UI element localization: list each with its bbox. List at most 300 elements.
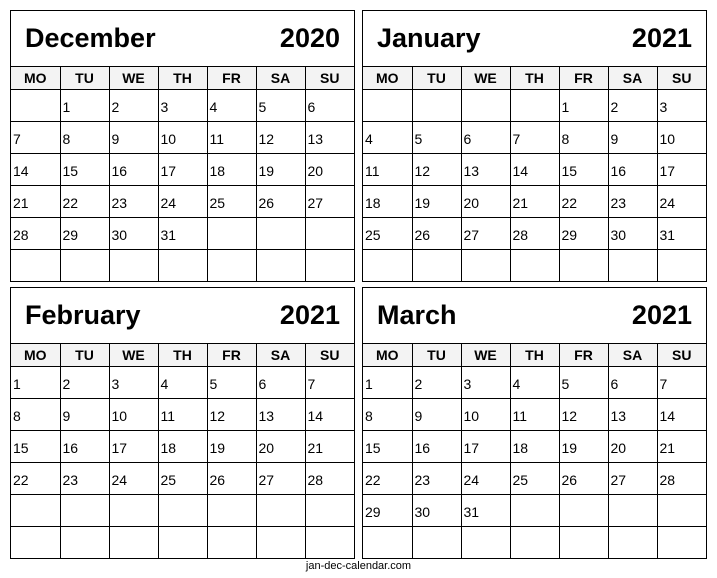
- day-cell: [305, 463, 354, 495]
- day-cell: [11, 186, 60, 218]
- day-cell: [109, 399, 158, 431]
- day-number: 4: [365, 130, 373, 147]
- day-number: 27: [307, 194, 324, 211]
- day-number: 29: [365, 503, 381, 520]
- day-cell: [109, 431, 158, 463]
- day-number: 23: [62, 471, 79, 488]
- day-number: [257, 233, 305, 235]
- day-cell: [363, 463, 412, 495]
- day-number: 3: [463, 375, 472, 392]
- day-cell: [60, 186, 109, 218]
- day-number: 6: [610, 375, 619, 392]
- day-number: 26: [209, 471, 226, 488]
- weekday-label: TU: [412, 67, 461, 90]
- month-february-2021: [10, 287, 355, 559]
- day-cell: [207, 527, 256, 559]
- month-header: [11, 11, 354, 67]
- day-number: 12: [209, 407, 226, 424]
- day-cell: [256, 218, 305, 250]
- day-number: 30: [610, 226, 627, 243]
- month-name: February: [25, 300, 141, 330]
- day-cell: [461, 527, 510, 559]
- day-number: 19: [209, 439, 226, 456]
- day-cell: [158, 367, 207, 399]
- day-cell: [11, 495, 60, 527]
- day-number: 17: [111, 439, 128, 456]
- day-number: 5: [209, 375, 218, 392]
- day-number: [159, 510, 207, 512]
- day-number: 1: [561, 98, 570, 115]
- day-cell: [559, 431, 608, 463]
- weekday-label: TU: [60, 67, 109, 90]
- day-number: 7: [13, 130, 21, 147]
- month-header: [363, 288, 706, 344]
- day-cell: [363, 399, 412, 431]
- day-number: [257, 542, 305, 544]
- calendar-grid: [363, 344, 706, 558]
- day-number: [306, 542, 355, 544]
- day-cell: [510, 218, 559, 250]
- day-number: [363, 105, 412, 107]
- calendar-grid: [363, 67, 706, 281]
- day-number: 23: [111, 194, 128, 211]
- day-number: [609, 265, 657, 267]
- day-number: 19: [258, 162, 275, 179]
- day-number: 15: [13, 439, 29, 456]
- day-number: 11: [512, 407, 528, 424]
- day-cell: [207, 218, 256, 250]
- day-cell: [11, 367, 60, 399]
- day-cell: [305, 90, 354, 122]
- day-cell: [461, 218, 510, 250]
- week-row: [11, 218, 354, 250]
- day-cell: [158, 431, 207, 463]
- day-number: 27: [463, 226, 480, 243]
- day-number: [110, 510, 158, 512]
- day-cell: [207, 186, 256, 218]
- day-number: [11, 105, 60, 107]
- day-cell: [657, 90, 706, 122]
- day-cell: [608, 463, 657, 495]
- day-cell: [657, 495, 706, 527]
- day-cell: [207, 122, 256, 154]
- day-cell: [559, 367, 608, 399]
- month-december-2020: [10, 10, 355, 282]
- weekday-label: SU: [657, 67, 706, 90]
- day-number: 22: [561, 194, 578, 211]
- day-number: 17: [659, 162, 676, 179]
- day-cell: [256, 463, 305, 495]
- day-cell: [109, 90, 158, 122]
- day-cell: [305, 154, 354, 186]
- day-number: [306, 233, 355, 235]
- day-cell: [412, 367, 461, 399]
- day-cell: [461, 154, 510, 186]
- day-cell: [510, 367, 559, 399]
- day-number: 24: [160, 194, 177, 211]
- day-number: 1: [62, 98, 71, 115]
- day-number: 25: [160, 471, 177, 488]
- day-number: [110, 265, 158, 267]
- day-number: [413, 265, 461, 267]
- day-number: 22: [62, 194, 79, 211]
- day-number: 18: [365, 194, 381, 211]
- day-number: 5: [258, 98, 267, 115]
- day-cell: [109, 527, 158, 559]
- weekday-label: FR: [207, 344, 256, 367]
- day-number: [462, 265, 510, 267]
- day-number: [61, 265, 109, 267]
- day-cell: [461, 186, 510, 218]
- day-cell: [256, 431, 305, 463]
- day-cell: [412, 122, 461, 154]
- day-number: 18: [209, 162, 226, 179]
- week-row: [363, 186, 706, 218]
- day-cell: [559, 527, 608, 559]
- day-number: 30: [414, 503, 431, 520]
- day-cell: [158, 154, 207, 186]
- day-number: [208, 265, 256, 267]
- week-row: [11, 527, 354, 559]
- day-number: 26: [258, 194, 275, 211]
- day-number: 29: [62, 226, 79, 243]
- day-cell: [256, 367, 305, 399]
- weekday-label: MO: [11, 67, 60, 90]
- day-cell: [657, 367, 706, 399]
- day-number: [363, 265, 412, 267]
- day-cell: [510, 495, 559, 527]
- day-number: [413, 542, 461, 544]
- day-cell: [207, 495, 256, 527]
- weekday-label: MO: [363, 344, 412, 367]
- day-number: 16: [62, 439, 79, 456]
- day-cell: [11, 250, 60, 282]
- calendar-grid: [11, 344, 354, 558]
- weekday-label: WE: [109, 67, 158, 90]
- day-cell: [363, 431, 412, 463]
- day-number: 25: [209, 194, 226, 211]
- week-row: [363, 431, 706, 463]
- day-number: 7: [512, 130, 521, 147]
- week-row: [363, 527, 706, 559]
- day-cell: [608, 527, 657, 559]
- day-number: 10: [659, 130, 676, 147]
- day-cell: [305, 431, 354, 463]
- day-number: 2: [111, 98, 120, 115]
- day-number: 29: [561, 226, 578, 243]
- day-cell: [461, 495, 510, 527]
- day-cell: [109, 495, 158, 527]
- month-year: 2021: [279, 300, 340, 330]
- day-cell: [109, 367, 158, 399]
- day-cell: [60, 250, 109, 282]
- day-number: 23: [414, 471, 431, 488]
- day-cell: [461, 250, 510, 282]
- day-cell: [657, 250, 706, 282]
- month-year: 2021: [631, 23, 692, 53]
- week-row: [11, 367, 354, 399]
- week-row: [363, 250, 706, 282]
- day-number: 22: [13, 471, 29, 488]
- month-year: 2020: [279, 23, 340, 53]
- day-number: [208, 233, 256, 235]
- week-row: [11, 154, 354, 186]
- day-cell: [363, 186, 412, 218]
- weekday-label: TH: [510, 67, 559, 90]
- day-number: 3: [160, 98, 169, 115]
- day-cell: [608, 399, 657, 431]
- day-cell: [256, 154, 305, 186]
- day-number: 21: [512, 194, 529, 211]
- day-number: [658, 265, 707, 267]
- day-cell: [657, 431, 706, 463]
- day-number: 4: [209, 98, 218, 115]
- day-cell: [559, 154, 608, 186]
- day-cell: [412, 527, 461, 559]
- weekday-label: SA: [256, 67, 305, 90]
- day-number: 19: [414, 194, 431, 211]
- weekday-label: MO: [11, 344, 60, 367]
- day-cell: [363, 250, 412, 282]
- day-number: 20: [258, 439, 275, 456]
- day-cell: [412, 186, 461, 218]
- day-number: 4: [160, 375, 169, 392]
- day-number: 24: [111, 471, 128, 488]
- day-number: 13: [258, 407, 275, 424]
- day-cell: [60, 90, 109, 122]
- day-number: [61, 510, 109, 512]
- day-number: 11: [365, 162, 380, 179]
- day-cell: [207, 399, 256, 431]
- day-number: [462, 105, 510, 107]
- day-number: [306, 510, 355, 512]
- day-cell: [559, 495, 608, 527]
- day-cell: [657, 399, 706, 431]
- day-number: 12: [561, 407, 578, 424]
- day-cell: [60, 218, 109, 250]
- day-number: 5: [561, 375, 570, 392]
- day-number: [560, 510, 608, 512]
- weekday-label: WE: [109, 344, 158, 367]
- day-cell: [158, 122, 207, 154]
- weekday-header-row: [363, 67, 706, 90]
- day-cell: [60, 463, 109, 495]
- day-number: 31: [160, 226, 177, 243]
- day-number: 9: [414, 407, 423, 424]
- day-cell: [412, 495, 461, 527]
- day-cell: [657, 186, 706, 218]
- weekday-label: SU: [305, 67, 354, 90]
- day-cell: [412, 399, 461, 431]
- day-number: 3: [659, 98, 668, 115]
- day-cell: [510, 250, 559, 282]
- day-cell: [158, 495, 207, 527]
- day-number: [11, 510, 60, 512]
- day-number: 19: [561, 439, 578, 456]
- day-cell: [363, 218, 412, 250]
- day-cell: [608, 154, 657, 186]
- day-cell: [11, 431, 60, 463]
- day-number: 12: [258, 130, 275, 147]
- weekday-header-row: [11, 67, 354, 90]
- day-cell: [608, 186, 657, 218]
- day-number: 14: [13, 162, 29, 179]
- day-cell: [608, 122, 657, 154]
- weekday-label: FR: [207, 67, 256, 90]
- day-cell: [305, 367, 354, 399]
- day-cell: [60, 431, 109, 463]
- day-number: 18: [512, 439, 529, 456]
- day-cell: [510, 527, 559, 559]
- week-row: [363, 367, 706, 399]
- week-row: [11, 186, 354, 218]
- day-cell: [559, 218, 608, 250]
- day-cell: [11, 527, 60, 559]
- month-january-2021: [362, 10, 707, 282]
- week-row: [11, 431, 354, 463]
- day-number: 17: [463, 439, 480, 456]
- day-cell: [657, 122, 706, 154]
- day-number: 21: [659, 439, 676, 456]
- day-cell: [412, 218, 461, 250]
- day-cell: [305, 122, 354, 154]
- day-number: [61, 542, 109, 544]
- week-row: [11, 122, 354, 154]
- day-cell: [363, 122, 412, 154]
- day-cell: [158, 90, 207, 122]
- weekday-label: TU: [60, 344, 109, 367]
- day-cell: [559, 122, 608, 154]
- day-cell: [510, 90, 559, 122]
- day-number: 30: [111, 226, 128, 243]
- weekday-label: SA: [256, 344, 305, 367]
- day-number: 10: [160, 130, 177, 147]
- day-cell: [109, 122, 158, 154]
- day-cell: [305, 527, 354, 559]
- day-number: 6: [307, 98, 316, 115]
- day-number: 8: [62, 130, 71, 147]
- day-cell: [11, 399, 60, 431]
- day-cell: [207, 250, 256, 282]
- day-cell: [305, 495, 354, 527]
- day-cell: [305, 218, 354, 250]
- day-cell: [510, 431, 559, 463]
- day-number: [413, 105, 461, 107]
- weekday-label: WE: [461, 67, 510, 90]
- day-cell: [559, 186, 608, 218]
- day-number: 20: [463, 194, 480, 211]
- day-cell: [461, 431, 510, 463]
- day-cell: [657, 154, 706, 186]
- day-number: 6: [463, 130, 472, 147]
- day-number: 23: [610, 194, 627, 211]
- day-number: 7: [307, 375, 316, 392]
- day-number: 8: [561, 130, 570, 147]
- day-cell: [608, 495, 657, 527]
- day-number: 13: [307, 130, 324, 147]
- weekday-header-row: [11, 344, 354, 367]
- day-number: 25: [365, 226, 381, 243]
- day-cell: [657, 218, 706, 250]
- day-number: 9: [62, 407, 71, 424]
- weekday-label: SU: [305, 344, 354, 367]
- day-number: 12: [414, 162, 431, 179]
- day-number: 27: [258, 471, 275, 488]
- day-number: 13: [610, 407, 627, 424]
- day-cell: [207, 431, 256, 463]
- day-number: 2: [414, 375, 423, 392]
- month-year: 2021: [631, 300, 692, 330]
- day-cell: [510, 154, 559, 186]
- day-cell: [256, 90, 305, 122]
- weekday-label: FR: [559, 67, 608, 90]
- weekday-label: SA: [608, 344, 657, 367]
- week-row: [363, 218, 706, 250]
- day-cell: [109, 218, 158, 250]
- day-number: [257, 510, 305, 512]
- day-cell: [559, 399, 608, 431]
- day-cell: [207, 367, 256, 399]
- day-cell: [60, 399, 109, 431]
- day-cell: [256, 399, 305, 431]
- day-cell: [256, 495, 305, 527]
- day-cell: [363, 367, 412, 399]
- day-number: [159, 542, 207, 544]
- day-cell: [559, 463, 608, 495]
- day-number: 5: [414, 130, 423, 147]
- day-number: 7: [659, 375, 668, 392]
- day-cell: [60, 154, 109, 186]
- day-cell: [412, 431, 461, 463]
- day-number: 22: [365, 471, 381, 488]
- day-cell: [158, 527, 207, 559]
- month-name: March: [377, 300, 457, 330]
- day-number: [609, 510, 657, 512]
- day-cell: [256, 250, 305, 282]
- day-number: 15: [561, 162, 578, 179]
- day-cell: [412, 90, 461, 122]
- weekday-header-row: [363, 344, 706, 367]
- day-number: 20: [610, 439, 627, 456]
- day-number: 10: [463, 407, 480, 424]
- day-number: [609, 542, 657, 544]
- day-cell: [60, 527, 109, 559]
- day-cell: [207, 90, 256, 122]
- day-cell: [11, 218, 60, 250]
- day-number: 20: [307, 162, 324, 179]
- day-number: [257, 265, 305, 267]
- day-cell: [461, 367, 510, 399]
- day-cell: [158, 399, 207, 431]
- day-number: [511, 510, 559, 512]
- day-cell: [461, 90, 510, 122]
- day-number: [306, 265, 355, 267]
- weekday-label: TH: [158, 67, 207, 90]
- day-cell: [305, 250, 354, 282]
- weekday-label: TH: [158, 344, 207, 367]
- day-number: [511, 105, 559, 107]
- day-cell: [109, 186, 158, 218]
- day-cell: [657, 527, 706, 559]
- day-cell: [363, 495, 412, 527]
- day-number: 6: [258, 375, 267, 392]
- day-cell: [11, 90, 60, 122]
- day-number: 16: [414, 439, 431, 456]
- weekday-label: WE: [461, 344, 510, 367]
- weekday-label: TH: [510, 344, 559, 367]
- week-row: [11, 250, 354, 282]
- day-number: 26: [561, 471, 578, 488]
